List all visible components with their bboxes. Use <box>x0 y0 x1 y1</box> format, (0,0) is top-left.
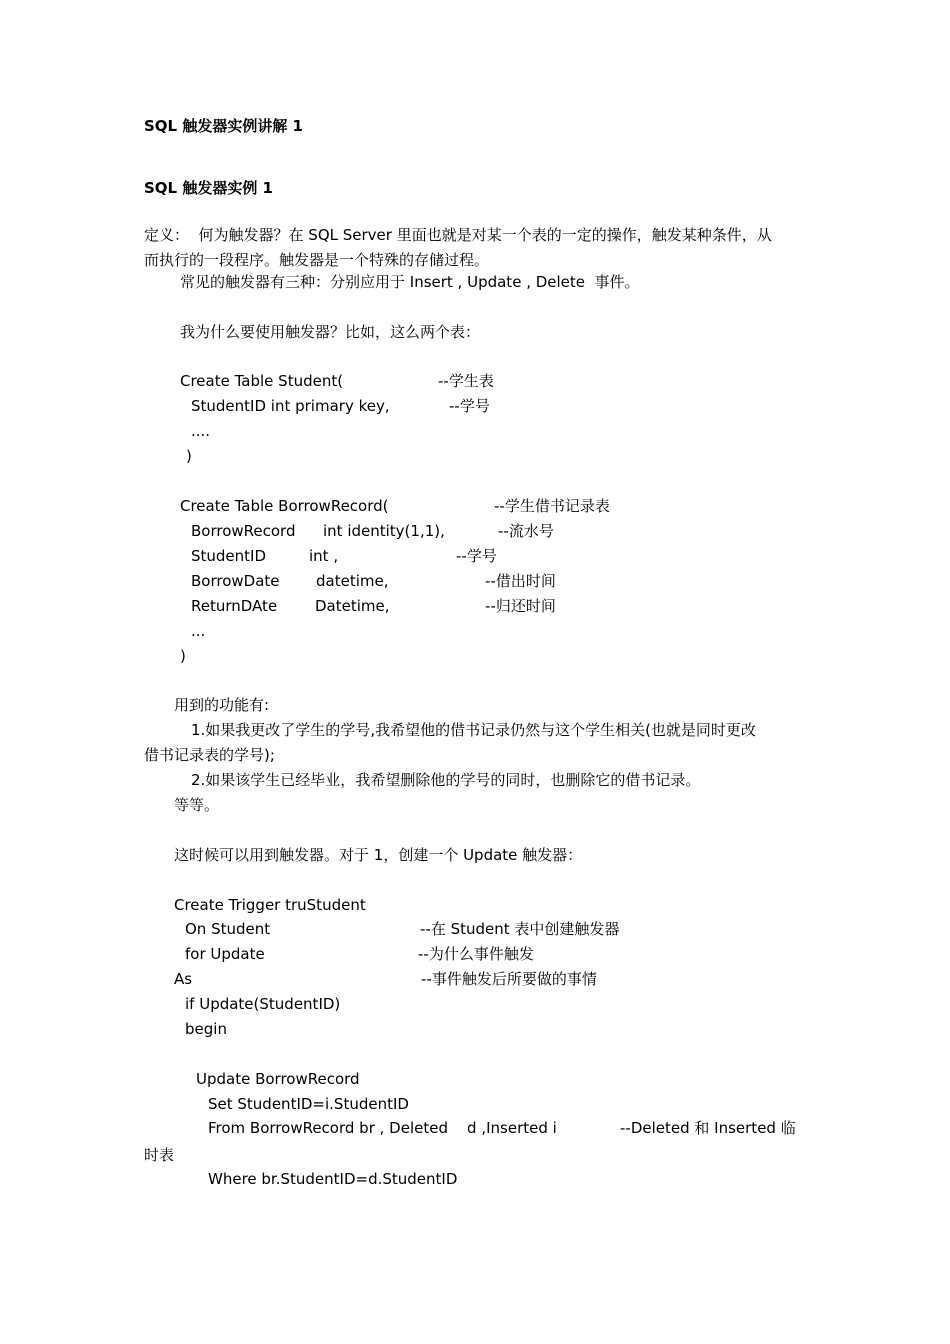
code-column-name: BorrowRecord <box>191 522 296 540</box>
code-comment-wrap: 时表 <box>144 1146 175 1164</box>
feature-item-2: 2.如果该学生已经毕业，我希望删除他的学号的同时，也删除它的借书记录。 <box>191 771 701 789</box>
code-column-type: int , <box>309 547 339 565</box>
definition-line-1: 定义： 何为触发器？在 SQL Server 里面也就是对某一个表的一定的操作，触发某种条件，从 <box>144 226 772 244</box>
features-etc: 等等。 <box>174 796 220 814</box>
code-ellipsis: .... <box>191 422 211 440</box>
code-comment: --借出时间 <box>485 572 556 590</box>
code-on-student: On Student <box>185 920 271 938</box>
code-comment: --在 Student 表中创建触发器 <box>420 920 620 938</box>
code-column-name: BorrowDate <box>191 572 280 590</box>
section-heading: SQL 触发器实例 1 <box>144 179 273 197</box>
code-column-name: ReturnDAte <box>191 597 278 615</box>
code-comment: --学号 <box>456 547 497 565</box>
code-if-update: if Update(StudentID) <box>185 995 341 1013</box>
code-comment: --学号 <box>449 397 490 415</box>
code-comment: --流水号 <box>498 522 554 540</box>
code-where: Where br.StudentID=d.StudentID <box>208 1170 458 1188</box>
why-paragraph: 我为什么要使用触发器？比如，这么两个表： <box>180 323 481 341</box>
code-begin: begin <box>185 1020 227 1038</box>
code-comment: --学生借书记录表 <box>494 497 610 515</box>
code-close-paren: ) <box>186 447 192 465</box>
code-set: Set StudentID=i.StudentID <box>208 1095 409 1113</box>
definition-line-2: 而执行的一段程序。触发器是一个特殊的存储过程。 <box>144 251 490 269</box>
code-create-trigger: Create Trigger truStudent <box>174 896 366 914</box>
code-comment: --归还时间 <box>485 597 556 615</box>
code-comment: --学生表 <box>438 372 494 390</box>
code-update-borrowrecord: Update BorrowRecord <box>196 1070 360 1088</box>
trigger-intro: 这时候可以用到触发器。对于 1，创建一个 Update 触发器： <box>174 846 583 864</box>
code-ellipsis: ... <box>191 622 206 640</box>
definition-line-3: 常见的触发器有三种：分别应用于 Insert , Update , Delete 事件。 <box>180 273 640 291</box>
feature-item-1: 1.如果我更改了学生的学号,我希望他的借书记录仍然与这个学生相关(也就是同时更改 <box>191 721 756 739</box>
code-column-type: Datetime, <box>315 597 390 615</box>
code-student-col: StudentID int primary key, <box>191 397 390 415</box>
code-column-type: datetime, <box>316 572 389 590</box>
code-comment: --Deleted 和 Inserted 临 <box>620 1119 796 1137</box>
code-column-name: StudentID <box>191 547 267 565</box>
code-create-borrowrecord: Create Table BorrowRecord( <box>180 497 389 515</box>
code-comment: --事件触发后所要做的事情 <box>421 970 597 988</box>
code-comment: --为什么事件触发 <box>418 945 534 963</box>
code-for-update: for Update <box>185 945 265 963</box>
features-heading: 用到的功能有: <box>174 696 270 714</box>
code-from: From BorrowRecord br , Deleted d ,Inserted i <box>208 1119 557 1137</box>
feature-item-1-wrap: 借书记录表的学号); <box>144 746 275 764</box>
code-as: As <box>174 970 193 988</box>
code-create-student: Create Table Student( <box>180 372 344 390</box>
code-close-paren: ) <box>180 647 186 665</box>
document-title: SQL 触发器实例讲解 1 <box>144 117 303 135</box>
code-column-type: int identity(1,1), <box>323 522 445 540</box>
